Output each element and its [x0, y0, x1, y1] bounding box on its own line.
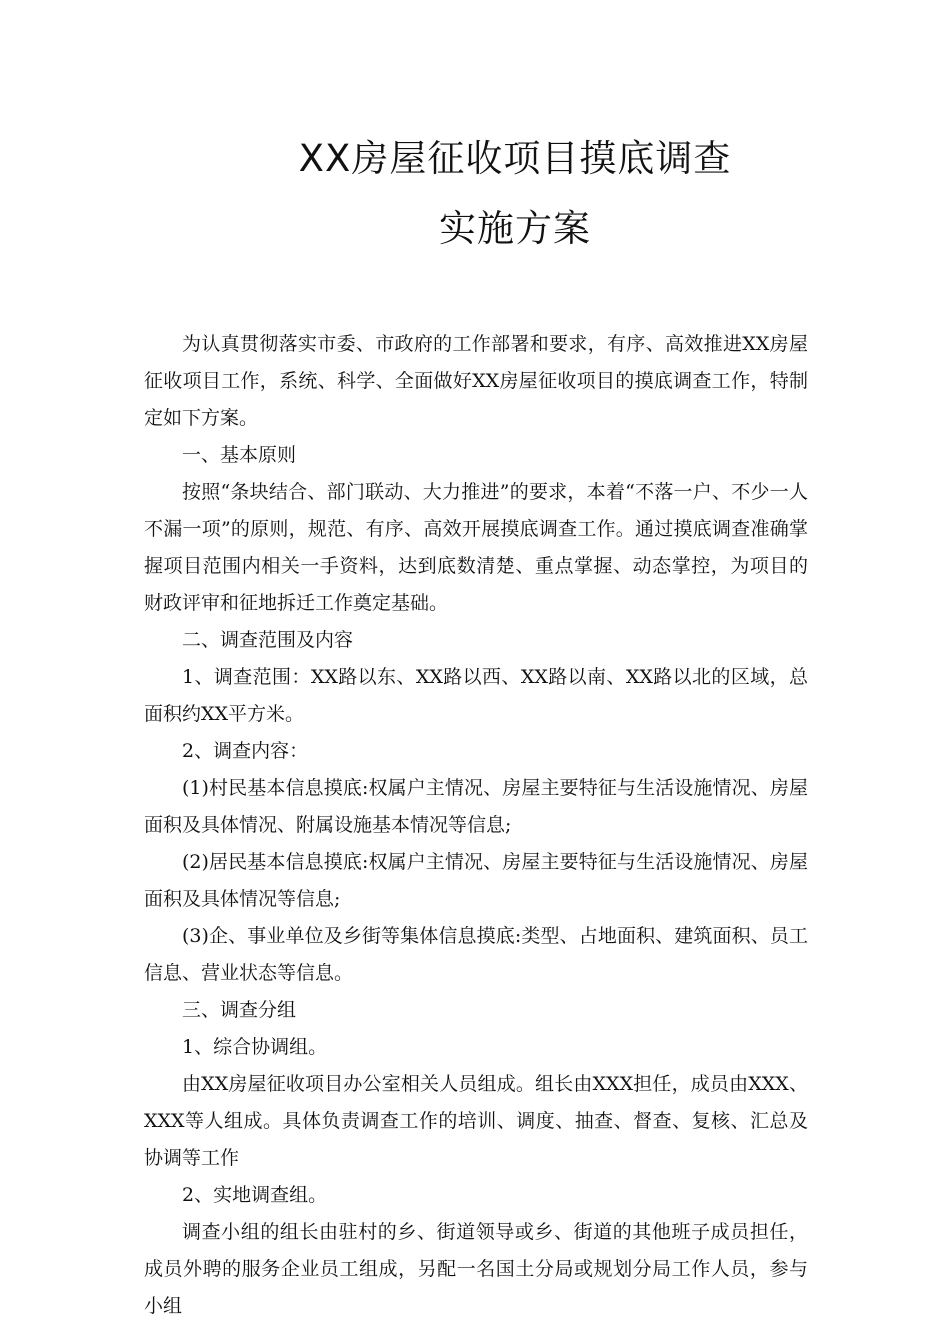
paragraph-group-1-heading: 1、综合协调组。: [182, 1036, 328, 1058]
paragraph-group-2-detail: 调查小组的组长由驻村的乡、街道领导或乡、街道的其他班子成员担任，成员外聘的服务企业员工组成，另配一名国土分局或规划分局工作人员，参与小组: [144, 1221, 808, 1317]
paragraph-group-2-heading: 2、实地调查组。: [182, 1184, 328, 1206]
paragraph-principles: 按照“条块结合、部门联动、大力推进”的要求，本着“不落一户、不少一人不漏一项”的原则，规范、有序、高效开展摸底调查工作。通过摸底调查准确掌握项目范围内相关一手资料，达到底数清楚、重点掌握、动态掌控，为项目的财政评审和征地拆迁工作奠定基础。: [144, 481, 808, 614]
paragraph-scope-content-heading: 2、调查内容：: [182, 740, 309, 762]
paragraph-content-item-1: (1)村民基本信息摸底:权属户主情况、房屋主要特征与生活设施情况、房屋面积及具体情况、附属设施基本情况等信息;: [144, 777, 808, 836]
section-heading-groups: 三、调查分组: [182, 999, 297, 1021]
paragraph-intro: 为认真贯彻落实市委、市政府的工作部署和要求，有序、高效推进XX房屋征收项目工作，系统、科学、全面做好XX房屋征收项目的摸底调查工作，特制定如下方案。: [144, 333, 808, 429]
section-heading-scope: 二、调查范围及内容: [182, 629, 354, 651]
document-title-line-1: XX房屋征收项目摸底调查: [298, 137, 732, 180]
paragraph-scope-range: 1、调查范围：XX路以东、XX路以西、XX路以南、XX路以北的区域，总面积约XX平方米。: [144, 666, 808, 725]
paragraph-content-item-3: (3)企、事业单位及乡街等集体信息摸底:类型、占地面积、建筑面积、员工信息、营业状态等信息。: [144, 925, 808, 984]
paragraph-content-item-2: (2)居民基本信息摸底:权属户主情况、房屋主要特征与生活设施情况、房屋面积及具体情况等信息;: [144, 851, 808, 910]
document-title-line-2: 实施方案: [439, 207, 591, 250]
paragraph-group-1-detail: 由XX房屋征收项目办公室相关人员组成。组长由XXX担任，成员由XXX、XXX等人组成。具体负责调查工作的培训、调度、抽查、督查、复核、汇总及协调等工作: [144, 1073, 808, 1169]
section-heading-principles: 一、基本原则: [182, 444, 297, 466]
document-body: [144, 326, 808, 1325]
